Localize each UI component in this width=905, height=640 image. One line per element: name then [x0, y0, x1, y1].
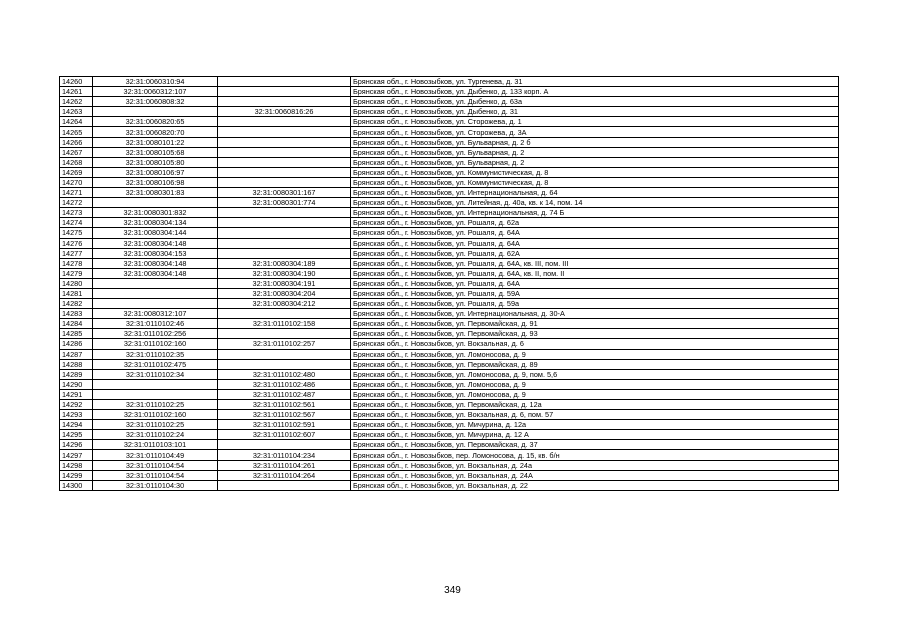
- linked-cadastral-number-cell: [218, 359, 351, 369]
- linked-cadastral-number-cell: [218, 228, 351, 238]
- address-cell: Брянская обл., г. Новозыбков, ул. Первомайская, д. 91: [351, 319, 839, 329]
- row-number-cell: 14286: [60, 339, 93, 349]
- address-cell: Брянская обл., г. Новозыбков, ул. Бульварная, д. 2: [351, 147, 839, 157]
- linked-cadastral-number-cell: 32:31:0080301:167: [218, 188, 351, 198]
- cadastral-number-cell: 32:31:0080304:144: [93, 228, 218, 238]
- table-row: [60, 389, 839, 399]
- row-number-cell: 14294: [60, 420, 93, 430]
- row-number-cell: 14267: [60, 147, 93, 157]
- address-cell: Брянская обл., г. Новозыбков, ул. Первомайская, д. 37: [351, 440, 839, 450]
- table-row: [60, 198, 839, 208]
- address-cell: Брянская обл., г. Новозыбков, ул. Вокзальная, д. 6, пом. 57: [351, 410, 839, 420]
- table-row: [60, 107, 839, 117]
- row-number-cell: 14275: [60, 228, 93, 238]
- row-number-cell: 14293: [60, 410, 93, 420]
- row-number-cell: 14283: [60, 309, 93, 319]
- address-cell: Брянская обл., г. Новозыбков, ул. Дыбенко, д. 31: [351, 107, 839, 117]
- linked-cadastral-number-cell: 32:31:0080304:190: [218, 268, 351, 278]
- cadastral-number-cell: 32:31:0060312:107: [93, 87, 218, 97]
- cadastral-number-cell: 32:31:0110104:54: [93, 460, 218, 470]
- linked-cadastral-number-cell: [218, 87, 351, 97]
- address-cell: Брянская обл., г. Новозыбков, ул. Вокзальная, д. 24А: [351, 470, 839, 480]
- linked-cadastral-number-cell: 32:31:0110102:607: [218, 430, 351, 440]
- table-row: [60, 369, 839, 379]
- address-cell: Брянская обл., г. Новозыбков, ул. Ломоносова, д. 9: [351, 379, 839, 389]
- linked-cadastral-number-cell: [218, 177, 351, 187]
- address-cell: Брянская обл., г. Новозыбков, ул. Ломоносова, д. 9: [351, 389, 839, 399]
- row-number-cell: 14266: [60, 137, 93, 147]
- address-cell: Брянская обл., г. Новозыбков, ул. Первомайская, д. 12а: [351, 400, 839, 410]
- address-cell: Брянская обл., г. Новозыбков, ул. Дыбенко, д. 63а: [351, 97, 839, 107]
- row-number-cell: 14291: [60, 389, 93, 399]
- cadastral-number-cell: 32:31:0110102:25: [93, 400, 218, 410]
- address-cell: Брянская обл., г. Новозыбков, ул. Рошаля, д. 64А, кв. II, пом. II: [351, 268, 839, 278]
- row-number-cell: 14281: [60, 288, 93, 298]
- address-cell: Брянская обл., г. Новозыбков, ул. Мичурина, д. 12 А: [351, 430, 839, 440]
- table-row: [60, 167, 839, 177]
- linked-cadastral-number-cell: 32:31:0110102:591: [218, 420, 351, 430]
- cadastral-number-cell: 32:31:0110102:475: [93, 359, 218, 369]
- row-number-cell: 14295: [60, 430, 93, 440]
- cadastral-number-cell: 32:31:0110103:101: [93, 440, 218, 450]
- page-number: 349: [444, 585, 461, 596]
- row-number-cell: 14264: [60, 117, 93, 127]
- row-number-cell: 14288: [60, 359, 93, 369]
- table-row: [60, 430, 839, 440]
- cadastral-number-cell: 32:31:0080106:97: [93, 167, 218, 177]
- cadastral-number-cell: 32:31:0060808:32: [93, 97, 218, 107]
- linked-cadastral-number-cell: [218, 309, 351, 319]
- cadastral-number-cell: 32:31:0110102:160: [93, 339, 218, 349]
- row-number-cell: 14296: [60, 440, 93, 450]
- linked-cadastral-number-cell: 32:31:0110102:480: [218, 369, 351, 379]
- cadastral-number-cell: [93, 107, 218, 117]
- address-cell: Брянская обл., г. Новозыбков, ул. Интернациональная, д. 64: [351, 188, 839, 198]
- address-cell: Брянская обл., г. Новозыбков, ул. Рошаля, д. 64А: [351, 228, 839, 238]
- table-row: [60, 440, 839, 450]
- table-row: [60, 349, 839, 359]
- row-number-cell: 14271: [60, 188, 93, 198]
- row-number-cell: 14285: [60, 329, 93, 339]
- row-number-cell: 14297: [60, 450, 93, 460]
- table-row: [60, 278, 839, 288]
- table-row: [60, 420, 839, 430]
- table-row: [60, 97, 839, 107]
- address-cell: Брянская обл., г. Новозыбков, ул. Рошаля, д. 64А, кв. III, пом. III: [351, 258, 839, 268]
- cadastral-number-cell: 32:31:0080301:832: [93, 208, 218, 218]
- cadastral-number-cell: 32:31:0080106:98: [93, 177, 218, 187]
- address-cell: Брянская обл., г. Новозыбков, ул. Бульварная, д. 2: [351, 157, 839, 167]
- cadastral-number-cell: 32:31:0110104:49: [93, 450, 218, 460]
- address-cell: Брянская обл., г. Новозыбков, ул. Рошаля, д. 64А: [351, 278, 839, 288]
- linked-cadastral-number-cell: 32:31:0110102:486: [218, 379, 351, 389]
- cadastral-number-cell: 32:31:0080301:83: [93, 188, 218, 198]
- table-row: [60, 379, 839, 389]
- linked-cadastral-number-cell: [218, 248, 351, 258]
- address-cell: Брянская обл., г. Новозыбков, ул. Рошаля, д. 62А: [351, 248, 839, 258]
- row-number-cell: 14298: [60, 460, 93, 470]
- address-cell: Брянская обл., г. Новозыбков, ул. Ломоносова, д. 9: [351, 349, 839, 359]
- cadastral-number-cell: 32:31:0110104:54: [93, 470, 218, 480]
- row-number-cell: 14282: [60, 299, 93, 309]
- cadastral-number-cell: 32:31:0080304:148: [93, 258, 218, 268]
- table-row: [60, 450, 839, 460]
- cadastral-number-cell: 32:31:0110102:46: [93, 319, 218, 329]
- table-row: [60, 238, 839, 248]
- cadastral-number-cell: 32:31:0080105:68: [93, 147, 218, 157]
- row-number-cell: 14262: [60, 97, 93, 107]
- address-cell: Брянская обл., г. Новозыбков, ул. Первомайская, д. 93: [351, 329, 839, 339]
- table-row: [60, 319, 839, 329]
- cadastral-number-cell: 32:31:0080101:22: [93, 137, 218, 147]
- row-number-cell: 14287: [60, 349, 93, 359]
- table-row: [60, 77, 839, 87]
- cadastral-number-cell: 32:31:0110102:160: [93, 410, 218, 420]
- linked-cadastral-number-cell: [218, 77, 351, 87]
- table-row: [60, 228, 839, 238]
- address-cell: Брянская обл., г. Новозыбков, ул. Бульварная, д. 2 б: [351, 137, 839, 147]
- address-cell: Брянская обл., г. Новозыбков, ул. Рошаля, д. 59а: [351, 299, 839, 309]
- address-cell: Брянская обл., г. Новозыбков, ул. Вокзальная, д. 6: [351, 339, 839, 349]
- linked-cadastral-number-cell: 32:31:0110102:561: [218, 400, 351, 410]
- register-table-body: [60, 77, 839, 491]
- linked-cadastral-number-cell: 32:31:0110104:261: [218, 460, 351, 470]
- address-cell: Брянская обл., г. Новозыбков, ул. Вокзальная, д. 24а: [351, 460, 839, 470]
- address-cell: Брянская обл., г. Новозыбков, ул. Первомайская, д. 89: [351, 359, 839, 369]
- cadastral-number-cell: 32:31:0080304:153: [93, 248, 218, 258]
- linked-cadastral-number-cell: 32:31:0080304:189: [218, 258, 351, 268]
- row-number-cell: 14290: [60, 379, 93, 389]
- address-cell: Брянская обл., г. Новозыбков, ул. Коммунистическая, д. 8: [351, 167, 839, 177]
- address-cell: Брянская обл., г. Новозыбков, ул. Сторожева, д. 3А: [351, 127, 839, 137]
- table-row: [60, 299, 839, 309]
- table-row: [60, 147, 839, 157]
- linked-cadastral-number-cell: [218, 97, 351, 107]
- row-number-cell: 14299: [60, 470, 93, 480]
- address-cell: Брянская обл., г. Новозыбков, ул. Рошаля, д. 59А: [351, 288, 839, 298]
- table-row: [60, 188, 839, 198]
- table-row: [60, 268, 839, 278]
- row-number-cell: 14269: [60, 167, 93, 177]
- row-number-cell: 14260: [60, 77, 93, 87]
- row-number-cell: 14284: [60, 319, 93, 329]
- address-cell: Брянская обл., г. Новозыбков, ул. Сторожева, д. 1: [351, 117, 839, 127]
- cadastral-number-cell: 32:31:0080304:134: [93, 218, 218, 228]
- linked-cadastral-number-cell: [218, 238, 351, 248]
- row-number-cell: 14279: [60, 268, 93, 278]
- row-number-cell: 14276: [60, 238, 93, 248]
- table-row: [60, 339, 839, 349]
- linked-cadastral-number-cell: [218, 117, 351, 127]
- property-register-table: [59, 76, 839, 491]
- linked-cadastral-number-cell: 32:31:0080304:212: [218, 299, 351, 309]
- address-cell: Брянская обл., г. Новозыбков, ул. Дыбенко, д. 133 корп. А: [351, 87, 839, 97]
- address-cell: Брянская обл., г. Новозыбков, ул. Интернациональная, д. 74 Б: [351, 208, 839, 218]
- table-row: [60, 87, 839, 97]
- table-row: [60, 400, 839, 410]
- table-row: [60, 157, 839, 167]
- linked-cadastral-number-cell: [218, 208, 351, 218]
- table-row: [60, 248, 839, 258]
- cadastral-number-cell: [93, 299, 218, 309]
- cadastral-number-cell: 32:31:0110102:256: [93, 329, 218, 339]
- linked-cadastral-number-cell: [218, 349, 351, 359]
- row-number-cell: 14280: [60, 278, 93, 288]
- cadastral-number-cell: 32:31:0080304:148: [93, 268, 218, 278]
- linked-cadastral-number-cell: [218, 218, 351, 228]
- linked-cadastral-number-cell: 32:31:0080301:774: [218, 198, 351, 208]
- row-number-cell: 14265: [60, 127, 93, 137]
- row-number-cell: 14300: [60, 480, 93, 490]
- cadastral-number-cell: 32:31:0060310:94: [93, 77, 218, 87]
- row-number-cell: 14289: [60, 369, 93, 379]
- linked-cadastral-number-cell: [218, 147, 351, 157]
- linked-cadastral-number-cell: 32:31:0080304:204: [218, 288, 351, 298]
- cadastral-number-cell: 32:31:0110102:25: [93, 420, 218, 430]
- cadastral-number-cell: [93, 198, 218, 208]
- cadastral-number-cell: 32:31:0080304:148: [93, 238, 218, 248]
- cadastral-number-cell: [93, 278, 218, 288]
- row-number-cell: 14272: [60, 198, 93, 208]
- table-row: [60, 177, 839, 187]
- row-number-cell: 14261: [60, 87, 93, 97]
- linked-cadastral-number-cell: [218, 480, 351, 490]
- row-number-cell: 14278: [60, 258, 93, 268]
- table-row: [60, 117, 839, 127]
- table-row: [60, 258, 839, 268]
- linked-cadastral-number-cell: 32:31:0110102:257: [218, 339, 351, 349]
- cadastral-number-cell: 32:31:0110102:24: [93, 430, 218, 440]
- row-number-cell: 14277: [60, 248, 93, 258]
- table-row: [60, 470, 839, 480]
- linked-cadastral-number-cell: 32:31:0110104:234: [218, 450, 351, 460]
- address-cell: Брянская обл., г. Новозыбков, ул. Ломоносова, д. 9, пом. 5,6: [351, 369, 839, 379]
- table-row: [60, 218, 839, 228]
- row-number-cell: 14268: [60, 157, 93, 167]
- address-cell: Брянская обл., г. Новозыбков, ул. Вокзальная, д. 22: [351, 480, 839, 490]
- address-cell: Брянская обл., г. Новозыбков, пер. Ломоносова, д. 15, кв. б/н: [351, 450, 839, 460]
- row-number-cell: 14273: [60, 208, 93, 218]
- table-row: [60, 410, 839, 420]
- table-row: [60, 127, 839, 137]
- linked-cadastral-number-cell: [218, 440, 351, 450]
- cadastral-number-cell: 32:31:0080312:107: [93, 309, 218, 319]
- cadastral-number-cell: 32:31:0060820:65: [93, 117, 218, 127]
- address-cell: Брянская обл., г. Новозыбков, ул. Интернациональная, д. 30-А: [351, 309, 839, 319]
- table-row: [60, 208, 839, 218]
- cadastral-number-cell: 32:31:0110102:34: [93, 369, 218, 379]
- linked-cadastral-number-cell: 32:31:0060816:26: [218, 107, 351, 117]
- cadastral-number-cell: [93, 288, 218, 298]
- address-cell: Брянская обл., г. Новозыбков, ул. Коммунистическая, д. 8: [351, 177, 839, 187]
- linked-cadastral-number-cell: [218, 329, 351, 339]
- cadastral-number-cell: [93, 389, 218, 399]
- table-row: [60, 359, 839, 369]
- address-cell: Брянская обл., г. Новозыбков, ул. Рошаля, д. 64А: [351, 238, 839, 248]
- cadastral-number-cell: 32:31:0110102:35: [93, 349, 218, 359]
- row-number-cell: 14274: [60, 218, 93, 228]
- linked-cadastral-number-cell: 32:31:0080304:191: [218, 278, 351, 288]
- linked-cadastral-number-cell: [218, 137, 351, 147]
- linked-cadastral-number-cell: [218, 167, 351, 177]
- cadastral-number-cell: 32:31:0110104:30: [93, 480, 218, 490]
- linked-cadastral-number-cell: [218, 157, 351, 167]
- cadastral-number-cell: [93, 379, 218, 389]
- linked-cadastral-number-cell: 32:31:0110102:158: [218, 319, 351, 329]
- linked-cadastral-number-cell: 32:31:0110102:487: [218, 389, 351, 399]
- cadastral-number-cell: 32:31:0060820:70: [93, 127, 218, 137]
- linked-cadastral-number-cell: [218, 127, 351, 137]
- linked-cadastral-number-cell: 32:31:0110102:567: [218, 410, 351, 420]
- address-cell: Брянская обл., г. Новозыбков, ул. Мичурина, д. 12а: [351, 420, 839, 430]
- table-row: [60, 288, 839, 298]
- table-row: [60, 460, 839, 470]
- table-row: [60, 137, 839, 147]
- address-cell: Брянская обл., г. Новозыбков, ул. Литейная, д. 40а, кв. к 14, пом. 14: [351, 198, 839, 208]
- linked-cadastral-number-cell: 32:31:0110104:264: [218, 470, 351, 480]
- cadastral-number-cell: 32:31:0080105:80: [93, 157, 218, 167]
- table-row: [60, 309, 839, 319]
- table-row: [60, 480, 839, 490]
- row-number-cell: 14292: [60, 400, 93, 410]
- table-row: [60, 329, 839, 339]
- row-number-cell: 14270: [60, 177, 93, 187]
- address-cell: Брянская обл., г. Новозыбков, ул. Рошаля, д. 62а: [351, 218, 839, 228]
- address-cell: Брянская обл., г. Новозыбков, ул. Тургенева, д. 31: [351, 77, 839, 87]
- row-number-cell: 14263: [60, 107, 93, 117]
